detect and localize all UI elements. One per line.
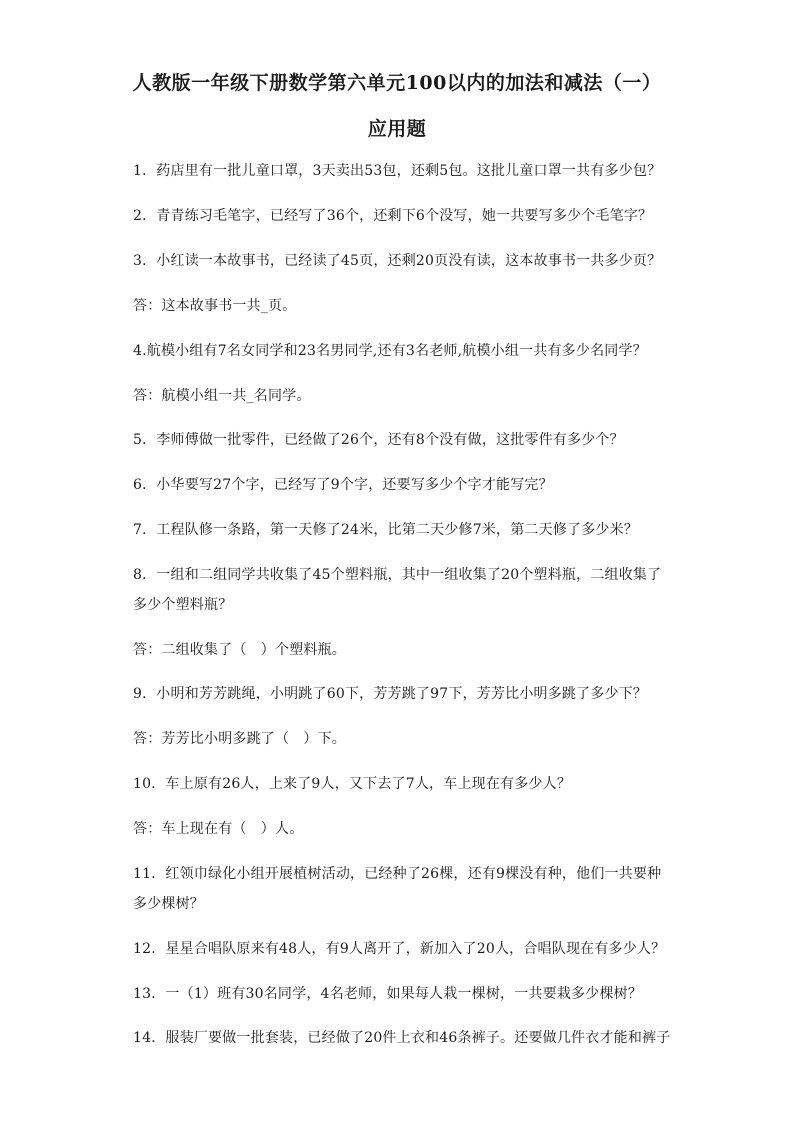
answer-4: 答：航模小组一共_名同学。 [133,388,311,404]
question-12: 12．星星合唱队原来有48人，有9人离开了，新加入了20人，合唱队现在有多少人？ [133,941,666,957]
answer-9: 答：芳芳比小明多跳了（ ）下。 [133,731,346,747]
question-5: 5．李师傅做一批零件，已经做了26个，还有8个没有做，这批零件有多少个？ [133,432,624,448]
answer-3: 答：这本故事书一共_页。 [133,298,297,314]
question-2: 2．青青练习毛笔字，已经写了36个，还剩下6个没写，她一共要写多少个毛笔字？ [133,208,653,224]
question-11-cont: 多少棵树？ [133,896,204,912]
question-14: 14．服装厂要做一批套装，已经做了20件上衣和46条裤子。还要做几件衣才能和裤子 [133,1030,671,1046]
question-9: 9．小明和芳芳跳绳，小明跳了60下，芳芳跳了97下，芳芳比小明多跳了多少下？ [133,686,648,702]
answer-10: 答：车上现在有（ ）人。 [133,821,304,837]
question-8: 8．一组和二组同学共收集了45个塑料瓶，其中一组收集了20个塑料瓶，二组收集了 [133,567,662,583]
document-subtitle: 应用题 [367,118,427,140]
question-13: 13．一（1）班有30名同学，4名老师，如果每人栽一棵树，一共要栽多少棵树？ [133,986,643,1002]
question-6: 6．小华要写27个字，已经写了9个字，还要写多少个字才能写完？ [133,477,553,493]
answer-8: 答：二组收集了（ ）个塑料瓶。 [133,642,346,658]
question-7: 7．工程队修一条路，第一天修了24米，比第二天少修7米，第二天修了多少米？ [133,522,639,538]
question-1: 1．药店里有一批儿童口罩，3天卖出53包，还剩5包。这批儿童口罩一共有多少包？ [133,163,662,179]
question-3: 3．小红读一本故事书，已经读了45页，还剩20页没有读，这本故事书一共多少页？ [133,253,662,269]
document-title: 人教版一年级下册数学第六单元100以内的加法和减法（一） [132,72,662,94]
question-10: 10．车上原有26人，上来了9人，又下去了7人，车上现在有多少人？ [133,776,572,792]
question-8-cont: 多少个塑料瓶？ [133,597,233,613]
question-11: 11．红领巾绿化小组开展植树活动，已经种了26棵，还有9棵没有种，他们一共要种 [133,866,662,882]
question-4: 4.航模小组有7名女同学和23名男同学,还有3名老师,航模小组一共有多少名同学？ [133,343,647,359]
